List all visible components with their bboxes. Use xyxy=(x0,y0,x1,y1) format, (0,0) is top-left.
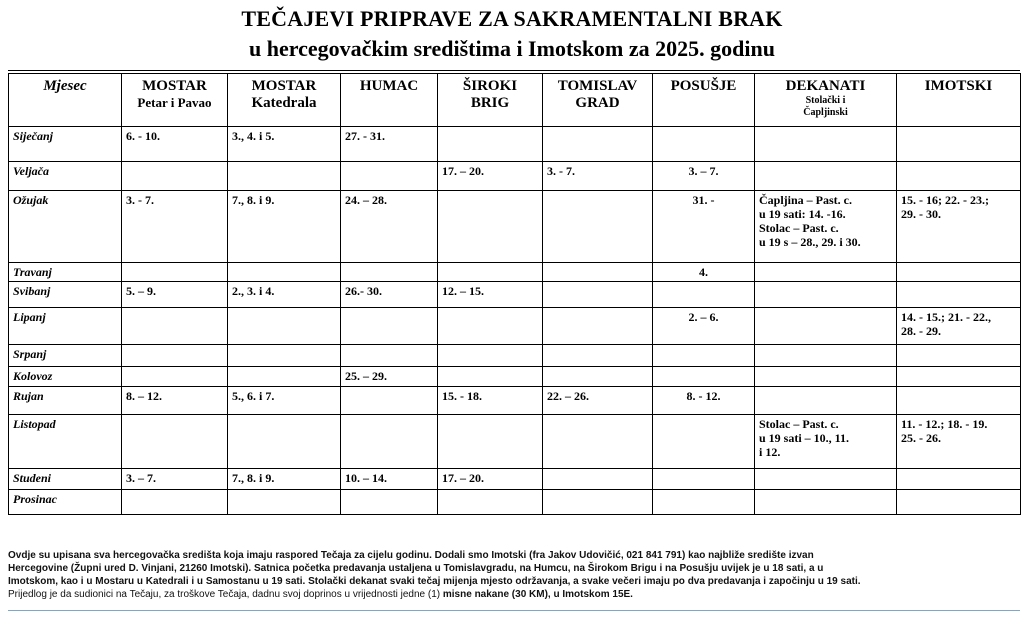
cell-posusje xyxy=(653,469,755,490)
cell-tomislav xyxy=(543,415,653,469)
cell-imotski xyxy=(897,387,1021,415)
cell-posusje xyxy=(653,415,755,469)
header-imotski: IMOTSKI xyxy=(897,74,1021,127)
month-cell: Ožujak xyxy=(9,191,122,263)
table-row xyxy=(9,162,1021,191)
month-cell: Veljača xyxy=(9,162,122,191)
cell-tomislav xyxy=(543,345,653,367)
table-row xyxy=(9,308,1021,345)
month-cell: Travanj xyxy=(9,263,122,282)
cell-siroki xyxy=(438,308,543,345)
cell-tomislav xyxy=(543,282,653,308)
cell-siroki xyxy=(438,415,543,469)
month-cell: Lipanj xyxy=(9,308,122,345)
cell-imotski xyxy=(897,469,1021,490)
cell-mostar-kat xyxy=(228,162,341,191)
bottom-rule xyxy=(8,610,1020,611)
cell-dekanati xyxy=(755,162,897,191)
cell-dekanati xyxy=(755,263,897,282)
cell-siroki xyxy=(438,191,543,263)
cell-imotski xyxy=(897,345,1021,367)
cell-mostar-pp xyxy=(122,263,228,282)
cell-humac: 26.- 30. xyxy=(341,282,438,308)
footer-note xyxy=(8,549,1020,601)
month-cell: Listopad xyxy=(9,415,122,469)
cell-mostar-kat xyxy=(228,345,341,367)
header-humac: HUMAC xyxy=(341,74,438,127)
cell-posusje xyxy=(653,345,755,367)
month-cell: Kolovoz xyxy=(9,367,122,387)
cell-mostar-pp: 3. – 7. xyxy=(122,469,228,490)
schedule-table xyxy=(8,73,1021,515)
month-cell: Siječanj xyxy=(9,127,122,162)
cell-mostar-pp xyxy=(122,490,228,515)
header-posusje: POSUŠJE xyxy=(653,74,755,127)
cell-mostar-kat xyxy=(228,490,341,515)
cell-mostar-pp xyxy=(122,415,228,469)
table-row xyxy=(9,345,1021,367)
cell-mostar-kat xyxy=(228,367,341,387)
cell-imotski: 15. - 16; 22. - 23.; 29. - 30. xyxy=(897,191,1021,263)
cell-mostar-pp: 3. - 7. xyxy=(122,191,228,263)
cell-humac xyxy=(341,387,438,415)
cell-mostar-pp: 8. – 12. xyxy=(122,387,228,415)
month-cell: Srpanj xyxy=(9,345,122,367)
table-row xyxy=(9,263,1021,282)
cell-humac xyxy=(341,162,438,191)
footer-line: Hercegovine (Župni ured D. Vinjani, 21260 Imotski). Satnica početka predavanja ustaljena u Tomislavgradu, na Humcu, na Širokom Brigu i na Posušju uvijek je u 18 sati, a u xyxy=(8,563,824,574)
cell-siroki: 17. – 20. xyxy=(438,469,543,490)
table-row xyxy=(9,415,1021,469)
cell-posusje: 2. – 6. xyxy=(653,308,755,345)
cell-mostar-pp: 6. - 10. xyxy=(122,127,228,162)
cell-imotski xyxy=(897,367,1021,387)
cell-siroki: 12. – 15. xyxy=(438,282,543,308)
cell-mostar-pp xyxy=(122,345,228,367)
cell-humac: 27. - 31. xyxy=(341,127,438,162)
cell-mostar-kat xyxy=(228,308,341,345)
cell-imotski xyxy=(897,127,1021,162)
month-cell: Studeni xyxy=(9,469,122,490)
cell-tomislav: 22. – 26. xyxy=(543,387,653,415)
cell-imotski xyxy=(897,282,1021,308)
page-title: TEČAJEVI PRIPRAVE ZA SAKRAMENTALNI BRAK xyxy=(241,6,783,31)
cell-dekanati xyxy=(755,127,897,162)
cell-dekanati xyxy=(755,367,897,387)
cell-tomislav xyxy=(543,308,653,345)
cell-mostar-kat xyxy=(228,415,341,469)
cell-tomislav xyxy=(543,263,653,282)
cell-tomislav xyxy=(543,191,653,263)
month-cell: Rujan xyxy=(9,387,122,415)
cell-posusje xyxy=(653,490,755,515)
cell-tomislav xyxy=(543,469,653,490)
cell-siroki: 15. - 18. xyxy=(438,387,543,415)
cell-humac: 10. – 14. xyxy=(341,469,438,490)
cell-imotski: 11. - 12.; 18. - 19. 25. - 26. xyxy=(897,415,1021,469)
table-row xyxy=(9,490,1021,515)
table-row xyxy=(9,387,1021,415)
cell-humac xyxy=(341,263,438,282)
cell-tomislav xyxy=(543,490,653,515)
page-subtitle: u hercegovačkim središtima i Imotskom za 2025. godinu xyxy=(249,36,775,61)
cell-mostar-pp: 5. – 9. xyxy=(122,282,228,308)
cell-humac xyxy=(341,308,438,345)
cell-mostar-kat: 7., 8. i 9. xyxy=(228,469,341,490)
header-tomislavgrad: TOMISLAV GRAD xyxy=(543,74,653,127)
header-month: Mjesec xyxy=(9,74,122,127)
footer-line: Imotskom, kao i u Mostaru u Katedrali i u Samostanu u 19 sati. Stolački dekanat svaki tečaj mijenja mjesto održavanja, a svake večeri imaju po dva predavanja i započinju u 19 sati. xyxy=(8,576,861,587)
cell-imotski xyxy=(897,490,1021,515)
cell-posusje: 8. - 12. xyxy=(653,387,755,415)
cell-imotski xyxy=(897,263,1021,282)
cell-mostar-kat: 3., 4. i 5. xyxy=(228,127,341,162)
cell-posusje xyxy=(653,367,755,387)
cell-mostar-pp xyxy=(122,308,228,345)
header-dekanati: DEKANATI Stolački i Čapljinski xyxy=(755,74,897,127)
cell-tomislav xyxy=(543,367,653,387)
cell-siroki: 17. – 20. xyxy=(438,162,543,191)
cell-humac: 24. – 28. xyxy=(341,191,438,263)
table-row xyxy=(9,367,1021,387)
header-mostar-katedrala: MOSTAR Katedrala xyxy=(228,74,341,127)
footer-line: Prijedlog je da sudionici na Tečaju, za troškove Tečaja, dadnu svoj doprinos u vrijednosti jedne (1) misne nakane (30 KM), u Imotskom 15E. xyxy=(8,589,633,600)
table-row xyxy=(9,282,1021,308)
cell-mostar-pp xyxy=(122,162,228,191)
cell-posusje: 31. - xyxy=(653,191,755,263)
cell-dekanati xyxy=(755,345,897,367)
header-rule xyxy=(8,70,1020,71)
cell-mostar-kat: 2., 3. i 4. xyxy=(228,282,341,308)
cell-humac xyxy=(341,415,438,469)
cell-posusje: 4. xyxy=(653,263,755,282)
table-row xyxy=(9,191,1021,263)
cell-mostar-pp xyxy=(122,367,228,387)
cell-imotski: 14. - 15.; 21. - 22., 28. - 29. xyxy=(897,308,1021,345)
cell-dekanati xyxy=(755,490,897,515)
cell-tomislav xyxy=(543,127,653,162)
header-siroki-brig: ŠIROKI BRIG xyxy=(438,74,543,127)
cell-dekanati: Čapljina – Past. c. u 19 sati: 14. -16. Stolac – Past. c. u 19 s – 28., 29. i 30. xyxy=(755,191,897,263)
cell-siroki xyxy=(438,367,543,387)
cell-humac xyxy=(341,345,438,367)
cell-dekanati: Stolac – Past. c. u 19 sati – 10., 11. i 12. xyxy=(755,415,897,469)
cell-siroki xyxy=(438,127,543,162)
cell-posusje xyxy=(653,282,755,308)
table-row xyxy=(9,127,1021,162)
cell-siroki xyxy=(438,263,543,282)
cell-dekanati xyxy=(755,469,897,490)
cell-tomislav: 3. - 7. xyxy=(543,162,653,191)
cell-imotski xyxy=(897,162,1021,191)
header-mostar-petar-pavao: MOSTAR Petar i Pavao xyxy=(122,74,228,127)
cell-siroki xyxy=(438,490,543,515)
cell-humac xyxy=(341,490,438,515)
cell-dekanati xyxy=(755,387,897,415)
header-row xyxy=(9,74,1021,127)
table-row xyxy=(9,469,1021,490)
month-cell: Prosinac xyxy=(9,490,122,515)
cell-posusje xyxy=(653,127,755,162)
cell-mostar-kat xyxy=(228,263,341,282)
cell-dekanati xyxy=(755,308,897,345)
footer-line: Ovdje su upisana sva hercegovačka središta koja imaju raspored Tečaja za cijelu godinu. Dodali smo Imotski (fra Jakov Udovičić, 021 841 791) kao najbliže središte izvan xyxy=(8,550,814,561)
cell-siroki xyxy=(438,345,543,367)
cell-humac: 25. – 29. xyxy=(341,367,438,387)
cell-posusje: 3. – 7. xyxy=(653,162,755,191)
cell-mostar-kat: 5., 6. i 7. xyxy=(228,387,341,415)
cell-mostar-kat: 7., 8. i 9. xyxy=(228,191,341,263)
cell-dekanati xyxy=(755,282,897,308)
month-cell: Svibanj xyxy=(9,282,122,308)
